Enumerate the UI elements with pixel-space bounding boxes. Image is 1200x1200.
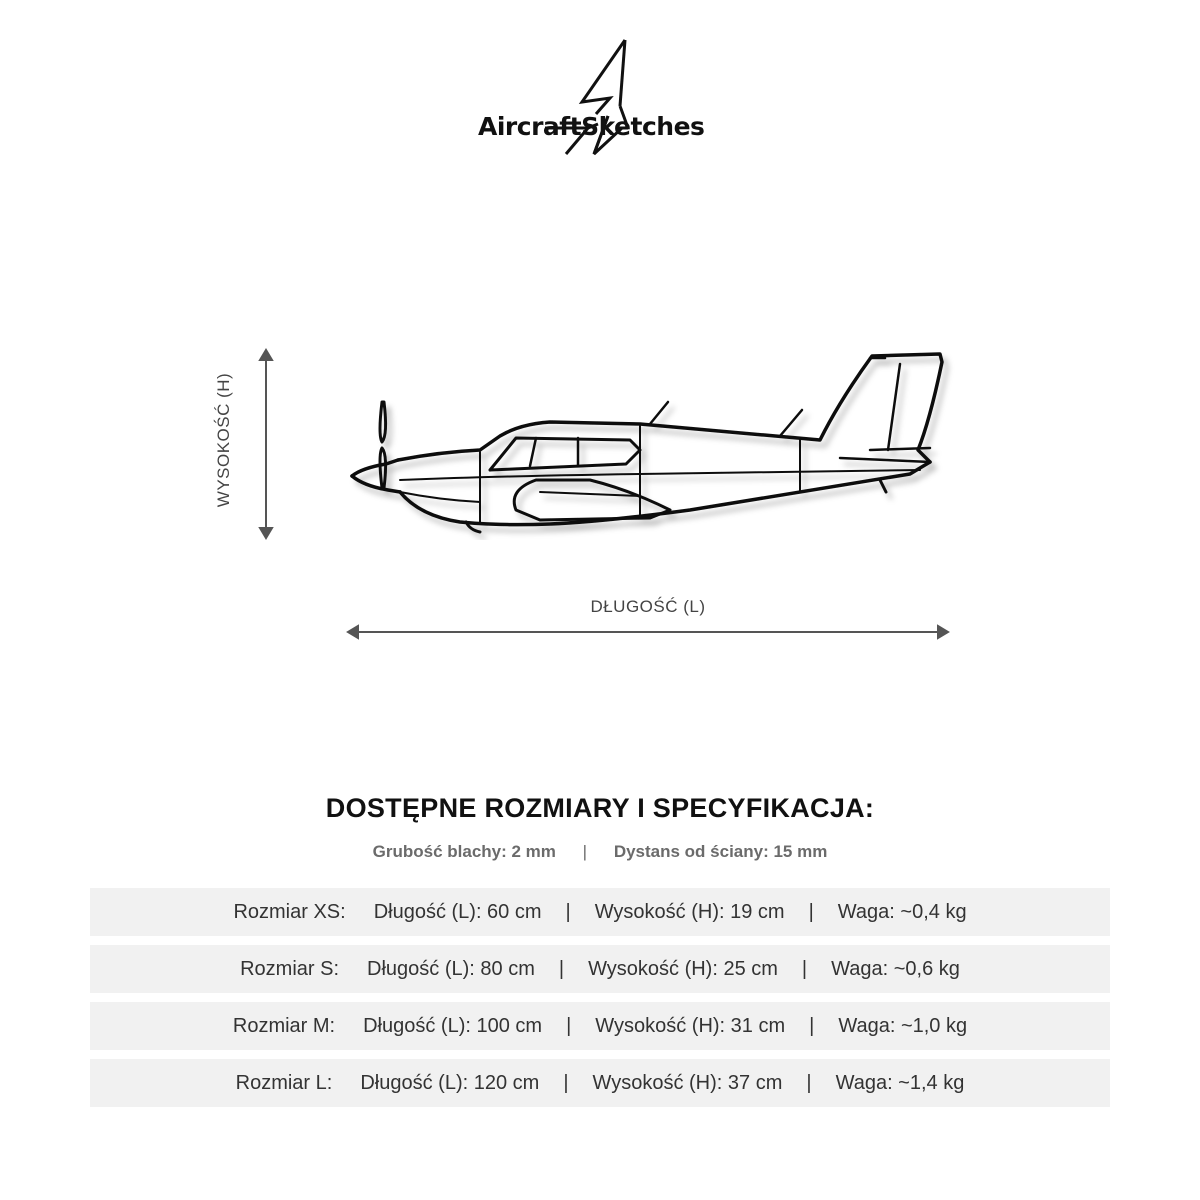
size-weight: Waga: ~0,4 kg [837, 900, 967, 923]
separator: | [566, 1014, 572, 1037]
size-length: Długość (L): 60 cm [373, 900, 542, 923]
size-height: Wysokość (H): 37 cm [592, 1071, 783, 1094]
brand-logo [470, 36, 730, 160]
separator: | [558, 957, 565, 980]
specs-subtitle [0, 842, 1200, 862]
height-label: WYSOKOŚĆ (H) [214, 372, 233, 508]
size-length: Długość (L): 100 cm [363, 1014, 543, 1037]
wall-distance: Dystans od ściany: 15 mm [613, 842, 828, 861]
separator: | [582, 842, 588, 861]
logo-text: AircraftSketches [478, 112, 705, 141]
stylized-aircraft-icon [470, 36, 730, 160]
size-name: Rozmiar S: [240, 957, 340, 980]
separator: | [565, 900, 571, 923]
size-length: Długość (L): 120 cm [360, 1071, 540, 1094]
size-weight: Waga: ~0,6 kg [831, 957, 960, 980]
aircraft-silhouette [340, 340, 960, 540]
separator: | [806, 1071, 812, 1094]
separator: | [809, 1014, 815, 1037]
size-weight: Waga: ~1,0 kg [838, 1014, 968, 1037]
size-name: Rozmiar XS: [233, 900, 346, 923]
size-row-m [90, 1002, 1110, 1050]
length-dimension-arrow [346, 622, 950, 642]
size-weight: Waga: ~1,4 kg [835, 1071, 965, 1094]
separator: | [801, 957, 808, 980]
size-row-xs [90, 888, 1110, 936]
sheet-thickness: Grubość blachy: 2 mm [372, 842, 556, 861]
specs-title: DOSTĘPNE ROZMIARY I SPECYFIKACJA: [325, 793, 875, 823]
size-name: Rozmiar L: [235, 1071, 333, 1094]
separator: | [808, 900, 814, 923]
height-dimension-arrow [256, 348, 276, 540]
size-height: Wysokość (H): 25 cm [588, 957, 778, 980]
size-height: Wysokość (H): 31 cm [595, 1014, 786, 1037]
size-row-s [90, 945, 1110, 993]
separator: | [563, 1071, 569, 1094]
length-label: DŁUGOŚĆ (L) [590, 597, 706, 616]
size-height: Wysokość (H): 19 cm [594, 900, 785, 923]
size-row-l [90, 1059, 1110, 1107]
size-length: Długość (L): 80 cm [367, 957, 535, 980]
size-name: Rozmiar M: [232, 1014, 336, 1037]
size-table [90, 888, 1110, 1116]
